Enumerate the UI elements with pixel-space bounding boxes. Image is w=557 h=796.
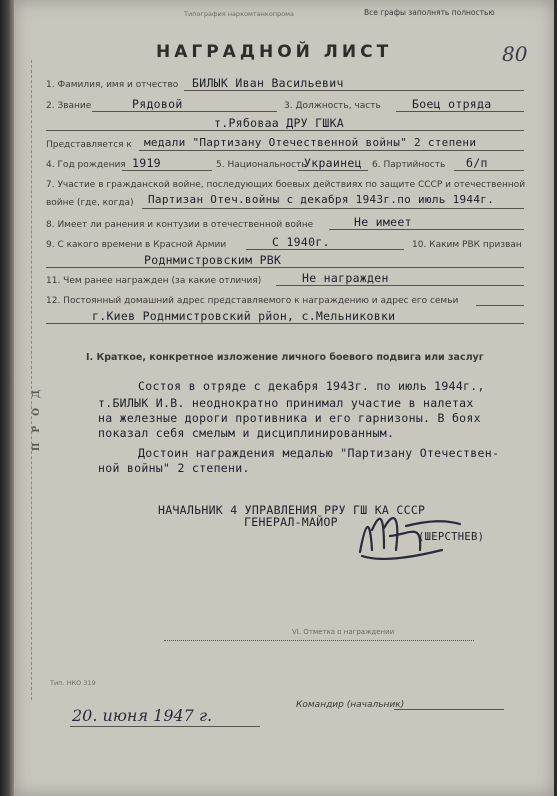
top-stamp: Типография наркомтанкопрома [184, 10, 295, 18]
field-nationality-line [298, 170, 368, 171]
commander-label: Командир (начальник) [296, 700, 405, 710]
field-address-line2 [46, 323, 524, 324]
field-party-value: б/п [466, 156, 488, 170]
field-position-line [396, 111, 524, 112]
field-rank-line [92, 111, 277, 112]
presented-line [139, 150, 524, 151]
field-army-since-line [246, 249, 404, 250]
signature-name: (ШЕРСТНЕВ) [418, 531, 485, 543]
feat-line-4: показал себя смелым и дисциплинированным. [98, 426, 395, 440]
field-rvk-label: 10. Каким РВК призван [412, 240, 522, 250]
section-award-note: VI. Отметка о награждении [292, 628, 395, 636]
field-name-line [184, 90, 524, 91]
handwritten-date: 20. июня 1947 г. [72, 706, 213, 725]
feat-line-3: на железные дороги противника и его гарнизоны. В боях [98, 411, 481, 425]
fill-note: Все графы заполнять полностью [364, 8, 495, 17]
field-position-label: 3. Должность, часть [284, 101, 381, 111]
award-sheet [14, 0, 554, 796]
date-line [70, 726, 260, 727]
feat-line-2: т.БИЛЫК И.В. неоднократно принимал участие в налетах [98, 396, 474, 410]
commander-line [394, 709, 504, 710]
presented-value: медали "Партизану Отечественной войны" 2 степени [144, 136, 477, 149]
field-awards-label: 11. Чем ранее награжден (за какие отличия) [46, 276, 262, 286]
field-wounds-value: Не имеет [354, 215, 412, 229]
field-party-line [454, 170, 524, 171]
field-army-since-value: С 1940г. [272, 235, 330, 249]
field-war-label: 7. Участие в гражданской войне, последующих боевых действиях по защите СССР и отечественной [46, 180, 526, 190]
field-birth-value: 1919 [132, 156, 161, 170]
field-birth-line [122, 170, 212, 171]
binding-edge [0, 0, 14, 796]
field-name-label: 1. Фамилия, имя и отчество [46, 80, 179, 90]
presented-label: Представляется к [46, 140, 132, 150]
field-nationality-label: 5. Национальность [216, 160, 307, 170]
field-party-label: 6. Партийность [372, 160, 446, 170]
field-wounds-label: 8. Имеет ли ранения и контузии в отечественной войне [46, 220, 314, 230]
field-name-value: БИЛЫК Иван Васильевич [192, 76, 344, 90]
print-mark: Тип. НКО 319 [50, 679, 96, 687]
field-address-line1 [476, 305, 524, 306]
page-title: НАГРАДНОЙ ЛИСТ [156, 42, 393, 62]
feat-heading: I. Краткое, конкретное изложение личного боевого подвига или заслуг [86, 352, 484, 363]
margin-side-text: ПРОД [32, 380, 42, 452]
margin-rule [31, 60, 36, 700]
feat-line-1: Состоя в отряде с декабря 1943г. по июль 1944г., [138, 379, 485, 393]
feat-line-6: ной войны" 2 степени. [98, 461, 250, 475]
field-rank-label: 2. Звание [46, 101, 92, 111]
field-war-line [142, 208, 524, 209]
field-wounds-line [329, 229, 524, 230]
field-nationality-value: Украинец [304, 156, 362, 170]
handwritten-number: 80 [502, 42, 528, 66]
field-address-label: 12. Постоянный домашний адрес представляемого к награждению и адрес его семьи [46, 296, 459, 306]
field-rvk-value: Роднмистровским РВК [144, 253, 282, 267]
field-rvk-line [46, 267, 524, 268]
signature-title-2: ГЕНЕРАЛ-МАЙОР [244, 515, 338, 529]
field-position-value: Боец отряда [412, 97, 492, 111]
field-address-value: г.Киев Роднмистровский рйон, с.Мельниковки [92, 309, 396, 323]
field-army-since-label: 9. С какого времени в Красной Армии [46, 240, 227, 250]
section-award-line [164, 640, 474, 641]
field-war-value: Партизан Отеч.войны с декабря 1943г.по июль 1944г. [148, 193, 495, 206]
field-awards-line [276, 285, 524, 286]
unit-value: т.Рябоваа ДРУ ГШКА [214, 116, 345, 130]
unit-line [46, 130, 524, 131]
signature-title-1: НАЧАЛЬНИК 4 УПРАВЛЕНИЯ РРУ ГШ КА СССР [158, 503, 426, 517]
field-war-label2: войне (где, когда) [46, 198, 134, 208]
field-birth-label: 4. Год рождения [46, 160, 126, 170]
field-rank-value: Рядовой [132, 97, 183, 111]
feat-line-5: Достоин награждения медалью "Партизану Отечествен- [138, 446, 500, 460]
field-awards-value: Не награжден [302, 271, 389, 285]
